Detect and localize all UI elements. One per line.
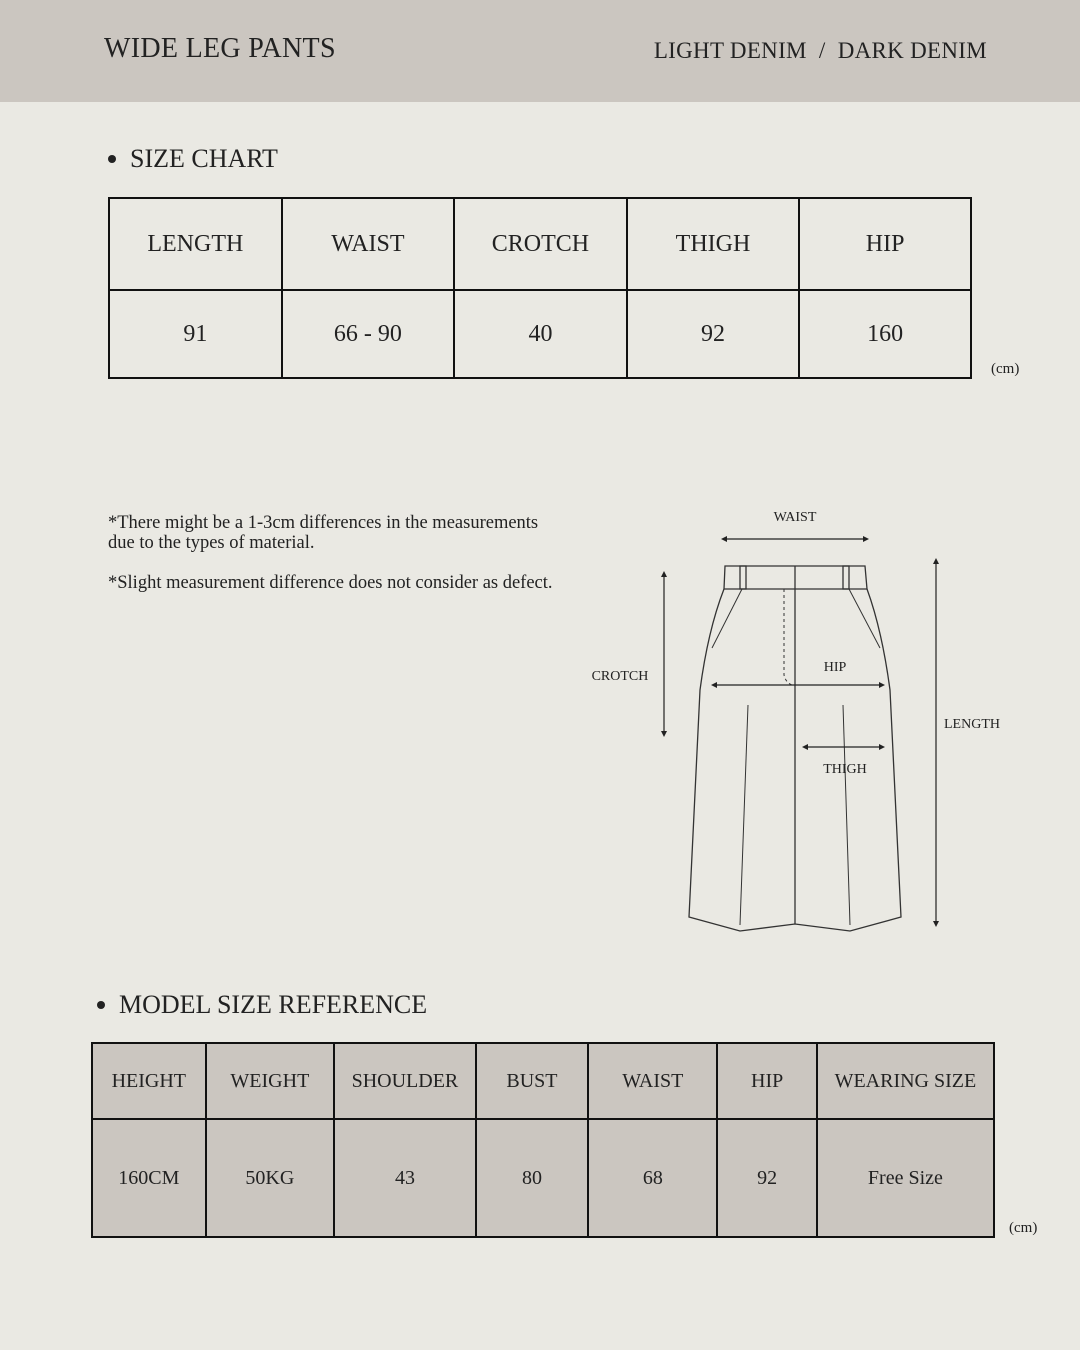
header-bar	[0, 0, 1080, 102]
size-chart-unit: (cm)	[991, 361, 1020, 377]
crotch-label: CROTCH	[591, 669, 649, 684]
header-cell: CROTCH	[454, 198, 627, 290]
table-row	[92, 1119, 994, 1237]
model-size-unit: (cm)	[1009, 1220, 1038, 1236]
note-material-difference: *There might be a 1-3cm differences in the measurements due to the types of material.	[108, 513, 539, 553]
size-chart-title: SIZE CHART	[130, 144, 278, 173]
header-cell: WEARING SIZE	[817, 1043, 994, 1119]
header-cell: BUST	[476, 1043, 588, 1119]
value-cell: 92	[627, 290, 799, 378]
pants-measurement-diagram	[580, 500, 1020, 950]
value-cell: Free Size	[817, 1119, 994, 1237]
pants-outline-icon	[689, 566, 901, 931]
header-cell: HEIGHT	[92, 1043, 206, 1119]
table-row	[109, 290, 971, 378]
hip-label: HIP	[823, 660, 847, 675]
value-cell: 40	[454, 290, 627, 378]
value-cell: 92	[717, 1119, 816, 1237]
color-options: LIGHT DENIM / DARK DENIM	[653, 38, 987, 63]
header-cell: HIP	[799, 198, 971, 290]
bullet-icon	[108, 155, 116, 163]
size-chart-heading	[108, 144, 278, 174]
value-cell: 68	[588, 1119, 717, 1237]
product-title: WIDE LEG PANTS	[104, 33, 336, 64]
value-cell: 91	[109, 290, 282, 378]
model-size-table	[91, 1042, 995, 1238]
header-cell: SHOULDER	[334, 1043, 476, 1119]
value-cell: 80	[476, 1119, 588, 1237]
header-cell: HIP	[717, 1043, 816, 1119]
header-cell: LENGTH	[109, 198, 282, 290]
header-cell: WAIST	[282, 198, 454, 290]
model-size-heading	[97, 990, 427, 1020]
value-cell: 160CM	[92, 1119, 206, 1237]
header-cell: WAIST	[588, 1043, 717, 1119]
value-cell: 50KG	[206, 1119, 335, 1237]
note-defect: *Slight measurement difference does not consider as defect.	[108, 573, 553, 593]
waist-label: WAIST	[773, 510, 817, 525]
length-label: LENGTH	[944, 717, 1000, 732]
value-cell: 160	[799, 290, 971, 378]
size-chart-table	[108, 197, 972, 379]
value-cell: 43	[334, 1119, 476, 1237]
thigh-label: THIGH	[823, 762, 867, 777]
table-header-row	[109, 198, 971, 290]
model-size-title: MODEL SIZE REFERENCE	[119, 990, 428, 1019]
header-cell: THIGH	[627, 198, 799, 290]
header-cell: WEIGHT	[206, 1043, 335, 1119]
value-cell: 66 - 90	[282, 290, 454, 378]
table-header-row	[92, 1043, 994, 1119]
bullet-icon	[97, 1001, 105, 1009]
